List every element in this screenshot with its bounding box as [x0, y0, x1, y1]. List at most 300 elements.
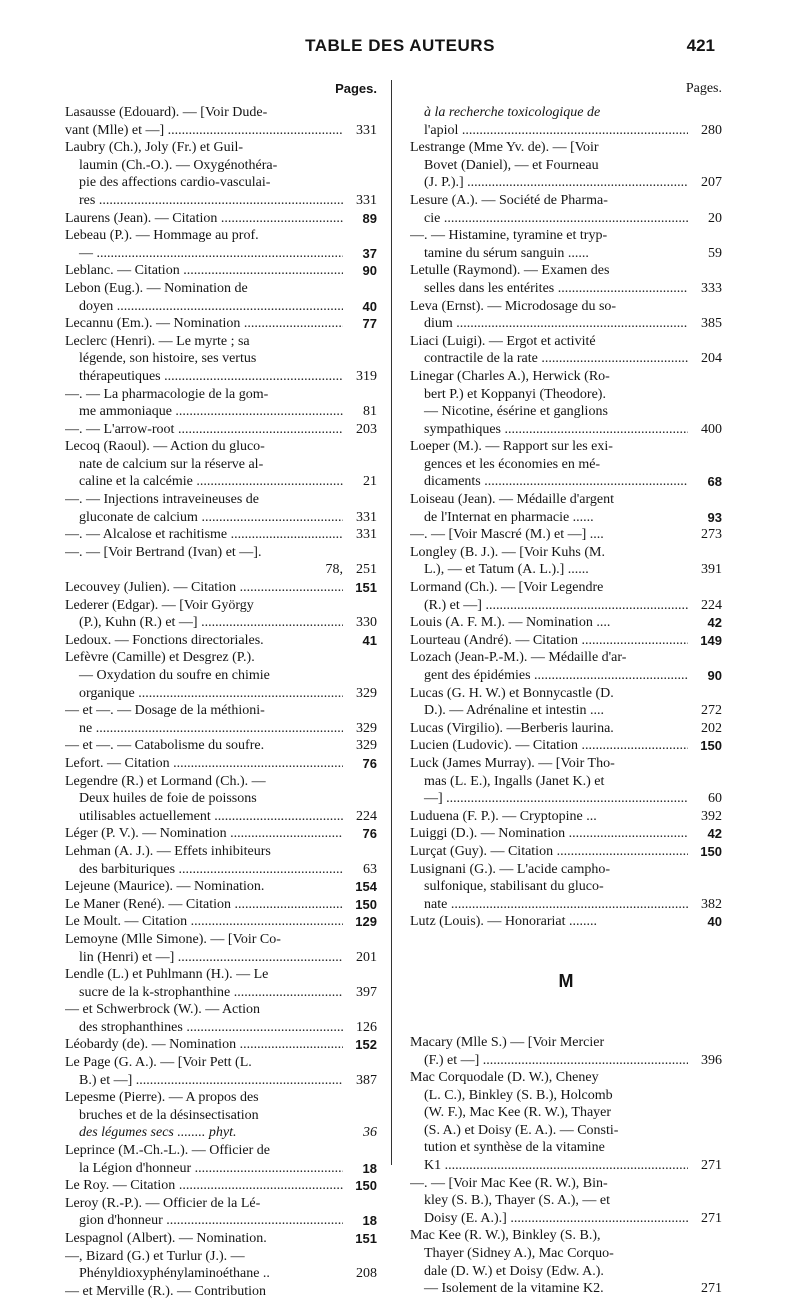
entry-line — [65, 649, 377, 667]
entry-line — [65, 1142, 377, 1160]
entry-line — [65, 262, 377, 280]
entry-page: 204 — [701, 351, 722, 367]
index-entry — [65, 104, 377, 139]
index-entry — [410, 298, 722, 333]
entry-text: Lehman (A. J.). — Effets inhibiteurs — [65, 843, 271, 859]
entry-text: Linegar (Charles A.), Herwick (Ro- — [410, 368, 610, 384]
entry-line — [410, 649, 722, 667]
entry-page: 152 — [355, 1037, 377, 1053]
entry-text: dale (D. W.) et Doisy (Edw. A.). — [424, 1263, 604, 1279]
entry-line — [410, 685, 722, 703]
entry-line — [410, 702, 722, 720]
entry-line — [65, 1283, 377, 1300]
entry-line — [65, 755, 377, 773]
entry-line — [65, 1089, 377, 1107]
entry-text: Leroy (R.-P.). — Officier de la Lé- — [65, 1195, 261, 1211]
entry-page: 387 — [356, 1072, 377, 1088]
entry-line — [410, 473, 722, 491]
entry-text: Lourteau (André). — Citation ..... — [410, 632, 688, 650]
index-entry — [65, 913, 377, 931]
entry-text: légende, son histoire, ses vertus — [79, 351, 257, 367]
entry-page: 60 — [708, 791, 722, 807]
index-entry — [410, 1034, 722, 1069]
entry-text: gluconate de calcium ..... — [65, 509, 343, 527]
entry-line — [410, 1245, 722, 1263]
index-entry — [65, 1036, 377, 1054]
entry-text: vant (Mlle) et —] ..... — [65, 122, 343, 140]
entry-page: 59 — [708, 245, 722, 261]
entry-page: 382 — [701, 896, 722, 912]
entry-page: 391 — [701, 562, 722, 578]
entry-text: Mac Kee (R. W.), Binkley (S. B.), — [410, 1228, 601, 1244]
entry-line — [410, 262, 722, 280]
entry-line — [410, 421, 722, 439]
index-entry — [410, 1175, 722, 1228]
entry-line — [65, 157, 377, 175]
index-entry — [65, 1177, 377, 1195]
entry-text: de l'Internat en pharmacie ...... — [424, 509, 594, 525]
entry-line — [410, 632, 722, 650]
index-entry — [65, 280, 377, 315]
entry-text: gent des épidémies ..... — [410, 667, 688, 685]
entry-page: 273 — [701, 527, 722, 543]
entry-line — [65, 808, 377, 826]
entry-text: Deux huiles de foie de poissons — [79, 791, 257, 807]
entry-line — [65, 386, 377, 404]
entry-line — [65, 1177, 377, 1195]
entry-page: 76 — [362, 826, 377, 842]
entry-text: Luck (James Murray). — [Voir Tho- — [410, 755, 615, 771]
entry-page: 76 — [362, 755, 377, 771]
entry-page: 207 — [701, 175, 722, 191]
entry-line — [65, 966, 377, 984]
entry-line — [410, 1227, 722, 1245]
index-entry — [65, 1248, 377, 1283]
index-entry — [65, 1001, 377, 1036]
entry-text: —, Bizard (G.) et Turlur (J.). — — [65, 1248, 245, 1264]
entry-line — [65, 1212, 377, 1230]
entry-page: 150 — [355, 896, 377, 912]
entry-text: —. — [Voir Mascré (M.) et —] .... — [410, 527, 604, 543]
entry-page: 208 — [356, 1266, 377, 1282]
entry-page: 40 — [707, 914, 722, 930]
entry-page: 42 — [707, 826, 722, 842]
entry-line — [410, 210, 722, 228]
entry-text: K1 ..... — [410, 1157, 688, 1175]
entry-text: Lucien (Ludovic). — Citation ..... — [410, 737, 688, 755]
entry-text: — Isolement de la vitamine K2. — [424, 1281, 604, 1297]
entry-text: laumin (Ch.-O.). — Oxygénothéra- — [79, 157, 278, 173]
entry-text: Lecoq (Raoul). — Action du gluco- — [65, 439, 265, 455]
entry-text: bert P.) et Koppanyi (Theodore). — [424, 386, 606, 402]
index-entry — [410, 368, 722, 438]
index-entry — [410, 262, 722, 297]
entry-line — [65, 1001, 377, 1019]
entry-text: tution et synthèse de la vitamine — [424, 1140, 605, 1156]
entry-text: D.). — Adrénaline et intestin .... — [424, 703, 605, 719]
entry-page: 40 — [362, 298, 377, 314]
entry-text: l'apiol ..... — [410, 122, 688, 140]
entry-line — [410, 614, 722, 632]
entry-page: 150 — [355, 1178, 377, 1194]
entry-line — [65, 685, 377, 703]
entry-line — [410, 1210, 722, 1228]
entry-text: Phényldioxyphénylaminoéthane .. — [79, 1266, 270, 1282]
entry-text: —. — Injections intraveineuses de — [65, 492, 260, 508]
entry-line — [410, 245, 722, 263]
entry-text: Liaci (Luigi). — Ergot et activité — [410, 333, 596, 349]
entry-line — [65, 421, 377, 439]
entry-page: 331 — [356, 122, 377, 138]
entry-line — [65, 192, 377, 210]
index-entry — [65, 544, 377, 579]
entry-page: 201 — [356, 949, 377, 965]
entry-text: Luduena (F. P.). — Cryptopine ... — [410, 808, 597, 824]
entry-line — [65, 1054, 377, 1072]
entry-text: nate de calcium sur la réserve al- — [79, 456, 264, 472]
index-entry — [410, 1069, 722, 1175]
entry-text: — et —. — Dosage de la méthioni- — [65, 703, 265, 719]
entry-text: Lespagnol (Albert). — Nomination. — [65, 1231, 267, 1246]
entry-line — [65, 931, 377, 949]
pages-label: Pages. — [335, 81, 377, 96]
entry-text: Lucas (Virgilio). —Berberis laurina. — [410, 720, 614, 736]
entry-line — [410, 737, 722, 755]
entry-text: Lepesme (Pierre). — A propos des — [65, 1090, 259, 1106]
entry-line — [65, 1160, 377, 1178]
entry-line — [410, 896, 722, 914]
entry-text: Ledoux. — Fonctions directoriales. — [65, 632, 264, 648]
entry-line — [65, 368, 377, 386]
index-entry — [65, 825, 377, 843]
entry-page: 20 — [708, 210, 722, 226]
entry-line — [65, 737, 377, 755]
entry-text: Thayer (Sidney A.), Mac Corquo- — [424, 1246, 614, 1262]
entry-text: Doisy (E. A.).] ..... — [410, 1210, 688, 1228]
entry-text: Lesure (A.). — Société de Pharma- — [410, 192, 608, 208]
entry-line — [410, 280, 722, 298]
entry-text: Macary (Mlle S.) — [Voir Mercier — [410, 1034, 605, 1050]
entry-page: 90 — [362, 263, 377, 279]
entry-text: (P.), Kuhn (R.) et —] ..... — [65, 614, 343, 632]
entry-line — [65, 1265, 377, 1283]
entry-text: Lederer (Edgar). — [Voir György — [65, 597, 254, 613]
index-entry — [65, 843, 377, 878]
entry-page: 329 — [356, 738, 377, 754]
entry-line — [65, 245, 377, 263]
entry-line — [410, 1087, 722, 1105]
entry-line — [410, 227, 722, 245]
entry-text: (F.) et —] ..... — [410, 1052, 688, 1070]
entry-text: pie des affections cardio-vasculai- — [79, 175, 271, 191]
entry-line — [410, 755, 722, 773]
index-entry — [410, 192, 722, 227]
entry-page: 329 — [356, 720, 377, 736]
entry-page: 224 — [356, 808, 377, 824]
entry-line — [65, 984, 377, 1002]
index-entry — [65, 632, 377, 650]
entry-page: 397 — [356, 984, 377, 1000]
entry-text: (S. A.) et Doisy (E. A.). — Consti- — [424, 1122, 619, 1138]
entry-page: 329 — [356, 685, 377, 701]
entry-text: —. — Histamine, tyramine et tryp- — [410, 228, 608, 244]
entry-text: res ..... — [65, 192, 343, 210]
entry-page: 18 — [362, 1213, 377, 1229]
index-entry — [410, 139, 722, 192]
entry-text: Leblanc. — Citation ..... — [65, 262, 343, 280]
entry-line — [410, 878, 722, 896]
entry-line — [410, 139, 722, 157]
entry-line — [410, 790, 722, 808]
entry-text: des barbituriques ..... — [65, 861, 343, 879]
entry-line — [65, 702, 377, 720]
entry-text: ne ..... — [65, 720, 343, 738]
entry-text: mas (L. E.), Ingalls (Janet K.) et — [424, 773, 605, 789]
index-entry — [65, 896, 377, 914]
entry-line — [65, 1072, 377, 1090]
entry-text: contractile de la rate ..... — [410, 350, 688, 368]
entry-text: (R.) et —] ..... — [410, 597, 688, 615]
entry-line — [410, 843, 722, 861]
index-entry — [410, 825, 722, 843]
entry-line — [65, 526, 377, 544]
index-entry — [65, 773, 377, 826]
entry-line — [65, 878, 377, 896]
entry-line — [65, 491, 377, 509]
entry-line — [410, 1034, 722, 1052]
entry-line — [65, 438, 377, 456]
entry-line — [65, 949, 377, 967]
entry-page: 89 — [362, 210, 377, 226]
index-entry — [410, 1227, 722, 1297]
entry-page: 18 — [362, 1160, 377, 1176]
entry-text: B.) et —] ..... — [65, 1072, 343, 1090]
entry-line — [65, 473, 377, 491]
entry-page: 150 — [700, 843, 722, 859]
index-entry — [410, 227, 722, 262]
entry-page: 126 — [356, 1019, 377, 1035]
entry-line — [65, 1107, 377, 1125]
entry-line — [410, 544, 722, 562]
entry-page: 203 — [356, 421, 377, 437]
entry-text: Mac Corquodale (D. W.), Cheney — [410, 1070, 599, 1086]
index-entry — [65, 421, 377, 439]
index-entry — [65, 1195, 377, 1230]
entry-text: kley (S. B.), Thayer (S. A.), — et — [424, 1193, 610, 1209]
entry-text: Lutz (Louis). — Honorariat ........ — [410, 914, 598, 930]
entry-list — [410, 1034, 722, 1298]
entry-line — [65, 456, 377, 474]
entry-page: 331 — [356, 527, 377, 543]
entry-line — [65, 825, 377, 843]
entry-text: L.), — et Tatum (A. L.).] ...... — [424, 562, 589, 578]
entry-text: Luiggi (D.). — Nomination ..... — [410, 825, 688, 843]
entry-page: 77 — [362, 316, 377, 332]
entry-line — [410, 438, 722, 456]
entry-line — [410, 861, 722, 879]
entry-text: cie ..... — [410, 210, 688, 228]
index-entry — [410, 755, 722, 808]
index-entry — [65, 1089, 377, 1142]
entry-page: 90 — [707, 668, 722, 683]
index-entry — [410, 333, 722, 368]
entry-line — [65, 614, 377, 632]
entry-page: 224 — [701, 597, 722, 613]
entry-text: —. — [Voir Bertrand (Ivan) et —]. — [65, 544, 262, 560]
entry-text: Lurçat (Guy). — Citation ..... — [410, 843, 688, 861]
entry-text: sympathiques ..... — [410, 421, 688, 439]
index-entry — [65, 966, 377, 1001]
entry-line — [410, 104, 722, 122]
entry-text: Le Page (G. A.). — [Voir Pett (L. — [65, 1055, 252, 1071]
entry-line — [410, 174, 722, 192]
entry-page: 129 — [355, 914, 377, 930]
entry-line — [65, 1248, 377, 1266]
index-entry — [65, 649, 377, 702]
index-entry — [410, 579, 722, 614]
entry-text: (L. C.), Binkley (S. B.), Holcomb — [424, 1087, 613, 1103]
entry-line — [410, 808, 722, 826]
entry-line — [65, 350, 377, 368]
entry-text: Lecouvey (Julien). — Citation ..... — [65, 579, 343, 597]
entry-text: sucre de la k-strophanthine ..... — [65, 984, 343, 1002]
entry-line — [65, 632, 377, 650]
entry-line — [65, 1019, 377, 1037]
entry-text: nate ..... — [410, 896, 688, 914]
entry-text: Léobardy (de). — Nomination ..... — [65, 1036, 343, 1054]
entry-page: 93 — [707, 509, 722, 525]
entry-text: Lasausse (Edouard). — [Voir Dude- — [65, 105, 268, 120]
index-entry — [410, 104, 722, 139]
entry-page: 331 — [356, 192, 377, 208]
entry-line — [410, 597, 722, 615]
page-title: TABLE DES AUTEURS — [305, 36, 495, 55]
index-entry — [65, 315, 377, 333]
entry-text: Longley (B. J.). — [Voir Kuhs (M. — [410, 544, 605, 560]
entry-line — [410, 1263, 722, 1281]
entry-page: 319 — [356, 368, 377, 384]
entry-line — [65, 1195, 377, 1213]
entry-line — [410, 315, 722, 333]
index-entry — [410, 491, 722, 526]
entry-page: 330 — [356, 615, 377, 631]
entry-line — [410, 667, 722, 685]
index-entry — [65, 333, 377, 386]
entry-page: 81 — [363, 404, 377, 420]
entry-line — [65, 843, 377, 861]
entry-text: des strophanthines ..... — [65, 1019, 343, 1037]
entry-text: — et —. — Catabolisme du soufre. — [65, 738, 265, 754]
entry-page: 251 — [356, 562, 377, 578]
entry-line — [65, 1036, 377, 1054]
entry-line — [410, 368, 722, 386]
entry-text: Lusignani (G.). — L'acide campho- — [410, 861, 611, 877]
entry-line — [410, 1139, 722, 1157]
entry-line — [65, 280, 377, 298]
index-entry — [65, 737, 377, 755]
index-entry — [65, 1054, 377, 1089]
entry-text: Lendle (L.) et Puhlmann (H.). — Le — [65, 967, 269, 983]
entry-line — [65, 544, 377, 562]
entry-line — [410, 1069, 722, 1087]
entry-page: 149 — [700, 632, 722, 648]
entry-text: la Légion d'honneur ..... — [65, 1160, 343, 1178]
entry-page: 151 — [355, 1231, 377, 1246]
entry-text: bruches et de la désinsectisation — [79, 1107, 259, 1123]
entry-text: Letulle (Raymond). — Examen des — [410, 263, 610, 279]
index-entry — [410, 720, 722, 738]
entry-list — [65, 104, 377, 1300]
index-entry — [65, 139, 377, 209]
entry-page: 333 — [701, 280, 722, 296]
entry-text: gion d'honneur ..... — [65, 1212, 343, 1230]
entry-text: sulfonique, stabilisant du gluco- — [424, 879, 604, 895]
entry-line — [65, 597, 377, 615]
index-entry — [65, 491, 377, 526]
entry-text: — Oxydation du soufre en chimie — [79, 668, 270, 683]
entry-line — [65, 579, 377, 597]
entry-text: Louis (A. F. M.). — Nomination .... — [410, 615, 611, 631]
right-column — [410, 74, 722, 1298]
entry-text: Leva (Ernst). — Microdosage du so- — [410, 298, 617, 314]
entry-line — [410, 1052, 722, 1070]
section-letter: M — [558, 970, 574, 991]
entry-line — [410, 526, 722, 544]
entry-line — [410, 1280, 722, 1298]
entry-text: tamine du sérum sanguin ...... — [424, 245, 589, 261]
left-column — [65, 74, 377, 1300]
entry-page: 272 — [701, 703, 722, 719]
entry-page: 68 — [707, 474, 722, 490]
entry-line — [65, 210, 377, 228]
entry-text: Lefort. — Citation ..... — [65, 755, 343, 773]
entry-text: Laubry (Ch.), Joly (Fr.) et Guil- — [65, 140, 244, 156]
entry-line — [65, 1124, 377, 1142]
entry-line — [65, 315, 377, 333]
entry-page: 385 — [701, 316, 722, 332]
entry-text: à la recherche toxicologique de — [424, 105, 601, 120]
entry-line — [410, 386, 722, 404]
index-entry — [410, 861, 722, 914]
page-number: 421 — [686, 36, 715, 55]
entry-line — [65, 667, 377, 685]
entry-text: lin (Henri) et —] ..... — [65, 949, 343, 967]
entry-text: des légumes secs ........ phyt. — [79, 1125, 237, 1141]
entry-page: 21 — [363, 474, 377, 490]
entry-text: Le Maner (René). — Citation ..... — [65, 896, 343, 914]
index-entry — [65, 597, 377, 632]
entry-line — [65, 561, 377, 579]
entry-page: 271 — [701, 1158, 722, 1174]
entry-line — [65, 333, 377, 351]
entry-text: — et Schwerbrock (W.). — Action — [65, 1002, 261, 1018]
entry-text: caline et la calcémie ..... — [65, 473, 343, 491]
entry-text: thérapeutiques ..... — [65, 368, 343, 386]
entry-text: me ammoniaque ..... — [65, 403, 343, 421]
entry-text: Lefèvre (Camille) et Desgrez (P.). — [65, 650, 255, 666]
entry-line — [410, 491, 722, 509]
entry-text: gences et les économies en mé- — [424, 456, 601, 472]
entry-line — [65, 896, 377, 914]
entry-text: Lucas (G. H. W.) et Bonnycastle (D. — [410, 685, 614, 701]
entry-page: 331 — [356, 509, 377, 525]
entry-text: Lebon (Eug.). — Nomination de — [65, 280, 248, 296]
entry-line — [410, 1157, 722, 1175]
entry-text: Lestrange (Mme Yv. de). — [Voir — [410, 140, 599, 156]
entry-line — [65, 104, 377, 122]
index-entry — [65, 262, 377, 280]
entry-page: 280 — [701, 122, 722, 138]
